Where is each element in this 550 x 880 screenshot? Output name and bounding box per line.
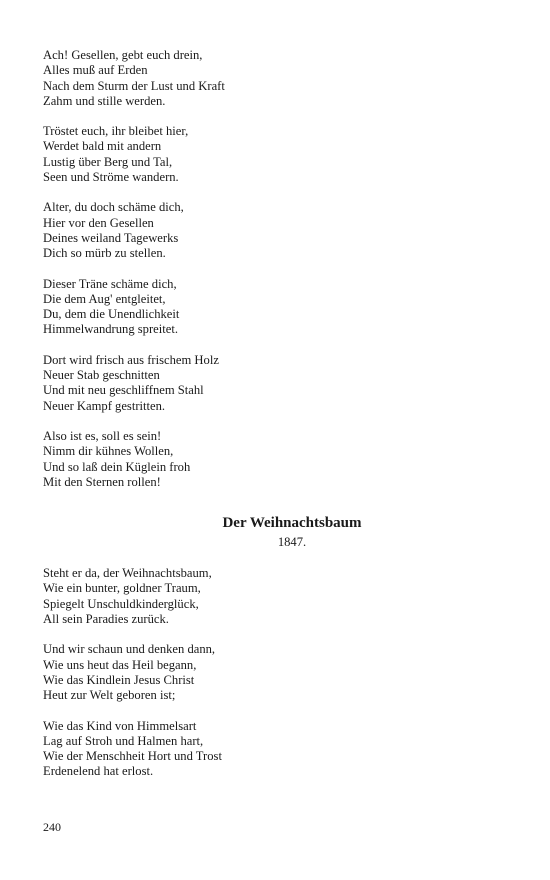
verse-line: Nach dem Sturm der Lust und Kraft: [43, 78, 225, 93]
verse-line: Erdenelend hat erlost.: [43, 764, 154, 779]
verse-line: Also ist es, soll es sein!: [43, 428, 162, 443]
verse-line: Spiegelt Unschuldkinderglück,: [43, 596, 199, 611]
verse-line: Seen und Ströme wandern.: [43, 170, 179, 185]
verse-line: Wie das Kind von Himmelsart: [43, 718, 197, 733]
stanza: [43, 200, 503, 261]
stanza: [43, 48, 503, 109]
verse-line: Und so laß dein Küglein froh: [43, 459, 191, 474]
poem-2: [43, 514, 503, 780]
verse-line: Alter, du doch schäme dich,: [43, 200, 184, 215]
verse-line: Neuer Kampf gestritten.: [43, 398, 166, 413]
verse-line: Dort wird frisch aus frischem Holz: [43, 352, 219, 367]
stanza: [43, 719, 503, 780]
verse-line: Wie ein bunter, goldner Traum,: [43, 581, 201, 596]
verse-line: Hier vor den Gesellen: [43, 215, 154, 230]
verse-line: Deines weiland Tagewerks: [43, 230, 179, 245]
stanza: [43, 277, 503, 338]
verse-line: Die dem Aug' entgleitet,: [43, 291, 166, 306]
poem-1: [43, 48, 503, 490]
verse-line: Dieser Träne schäme dich,: [43, 276, 177, 291]
verse-line: Neuer Stab geschnitten: [43, 368, 160, 383]
verse-line: Du, dem die Unendlichkeit: [43, 307, 180, 322]
page-body: [43, 48, 503, 795]
stanza: [43, 124, 503, 185]
verse-line: Und mit neu geschliffnem Stahl: [43, 383, 204, 398]
verse-line: All sein Paradies zurück.: [43, 612, 169, 627]
verse-line: Nimm dir kühnes Wollen,: [43, 444, 174, 459]
stanza: [43, 353, 503, 414]
verse-line: Steht er da, der Weihnachtsbaum,: [43, 566, 212, 581]
poem-title: Der Weihnachtsbaum: [222, 515, 362, 532]
verse-line: Wie das Kindlein Jesus Christ: [43, 672, 195, 687]
stanza: [43, 429, 503, 490]
verse-line: Tröstet euch, ihr bleibet hier,: [43, 124, 189, 139]
verse-line: Dich so mürb zu stellen.: [43, 246, 166, 261]
verse-line: Wie uns heut das Heil begann,: [43, 657, 197, 672]
verse-line: Werdet bald mit andern: [43, 139, 162, 154]
verse-line: Heut zur Welt geboren ist;: [43, 688, 176, 703]
verse-line: Ach! Gesellen, gebt euch drein,: [43, 48, 203, 62]
page-number: 240: [43, 820, 61, 834]
verse-line: Zahm und stille werden.: [43, 93, 166, 108]
poem-year: 1847.: [277, 535, 307, 550]
verse-line: Wie der Menschheit Hort und Trost: [43, 749, 222, 764]
verse-line: Und wir schaun und denken dann,: [43, 642, 216, 657]
verse-line: Alles muß auf Erden: [43, 63, 148, 78]
verse-line: Himmelwandrung spreitet.: [43, 322, 179, 337]
verse-line: Mit den Sternen rollen!: [43, 474, 161, 489]
verse-line: Lag auf Stroh und Halmen hart,: [43, 733, 204, 748]
stanza: [43, 566, 503, 627]
verse-line: Lustig über Berg und Tal,: [43, 154, 173, 169]
stanza: [43, 642, 503, 703]
